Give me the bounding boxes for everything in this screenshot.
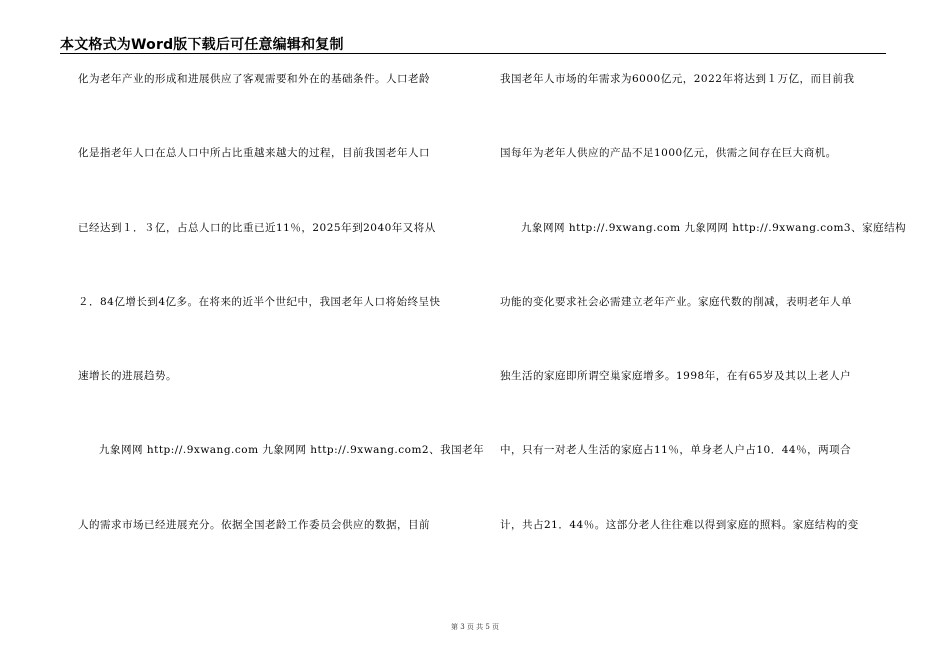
text-line: 化为老年产业的形成和进展供应了客观需要和外在的基础条件。人口老龄 <box>78 73 430 85</box>
text-line: 已经达到１．３亿，占总人口的比重已近11％，2025年到2040年又将从 <box>78 221 436 234</box>
text-line: 国每年为老年人供应的产品不足1000亿元，供需之间存在巨大商机。 <box>500 147 837 160</box>
text-line: ２．84亿增长到4亿多。在将来的近半个世纪中，我国老年人口将始终呈快 <box>78 295 441 308</box>
left-text-column <box>78 72 485 592</box>
text-line: 化是指老年人口在总人口中所占比重越来越大的过程，目前我国老年人口 <box>78 147 430 160</box>
text-line: 九象网网 http://.9xwang.com 九象网网 http://.9xwang.com2、我国老年 <box>99 444 485 457</box>
document-header-title: 本文格式为Word版下载后可任意编辑和复制 <box>60 37 344 53</box>
text-line: 计，共占21．44％。这部分老人往往难以得到家庭的照料。家庭结构的变 <box>500 518 859 531</box>
text-line: 九象网网 http://.9xwang.com 九象网网 http://.9xwang.com3、家庭结构 <box>521 221 907 234</box>
text-line: 我国老年人市场的年需求为6000亿元，2022年将达到１万亿，而目前我 <box>500 73 855 85</box>
text-line: 速增长的进展趋势。 <box>78 370 177 383</box>
text-line: 人的需求市场已经进展充分。依据全国老龄工作委员会供应的数据，目前 <box>78 518 430 531</box>
text-line: 中，只有一对老人生活的家庭占11％，单身老人户占10．44％，两项合 <box>500 444 852 457</box>
text-line: 功能的变化要求社会必需建立老年产业。家庭代数的削减，表明老年人单 <box>500 295 852 308</box>
right-text-column <box>500 72 907 592</box>
text-line: 独生活的家庭即所谓空巢家庭增多。1998年，在有65岁及其以上老人户 <box>500 370 852 383</box>
header-divider <box>60 53 886 54</box>
page-number-footer: 第 3 页 共 5 页 <box>450 623 500 631</box>
